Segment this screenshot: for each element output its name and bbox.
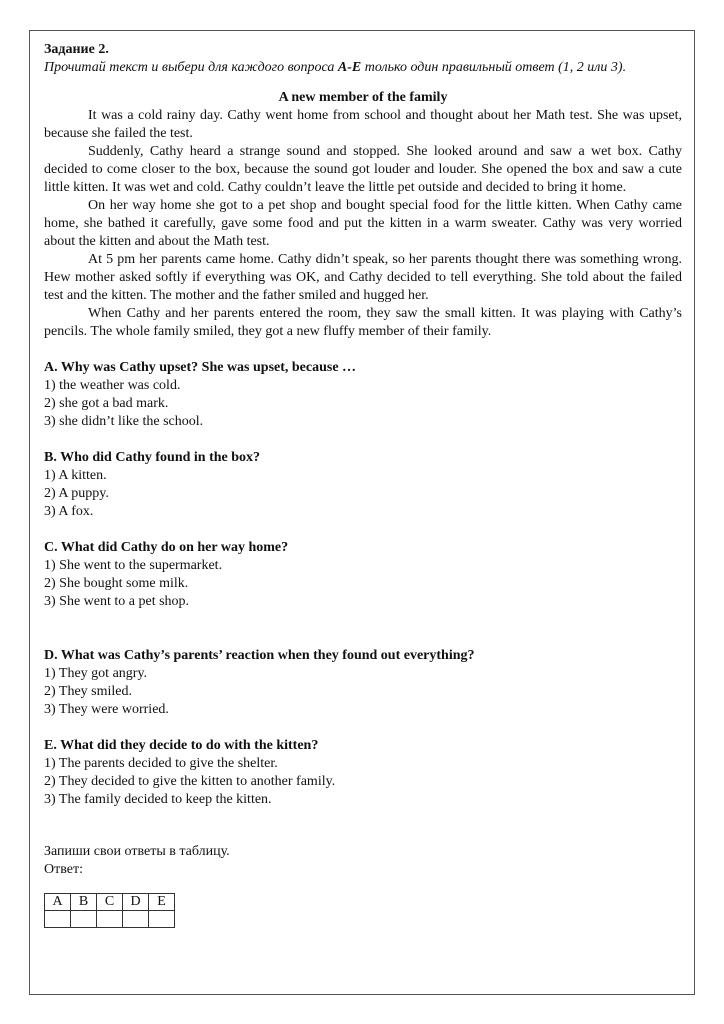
answer-option: 3) she didn’t like the school. xyxy=(44,414,204,429)
story-paragraph: When Cathy and her parents entered the room, they saw the small kitten. It was playing with Cathy’s pencils. The whole family smiled, they got a new fluffy member of their family. xyxy=(44,306,682,339)
story-paragraph: On her way home she got to a pet shop and bought special food for the little kitten. When Cathy came home, she bathed it carefully, gave some food and put the kitten in a warm sweater. Cathy was very worried about the kitten and about the Math test. xyxy=(44,198,682,249)
story-title: A new member of the family xyxy=(278,90,448,105)
answer-option: 3) A fox. xyxy=(44,504,94,519)
answer-col-d: D xyxy=(123,894,149,911)
story-paragraph: It was a cold rainy day. Cathy went home from school and thought about her Math test. She was upset, because she failed the test. xyxy=(44,108,682,141)
story-paragraph: At 5 pm her parents came home. Cathy didn’t speak, so her parents thought there was something wrong. Hew mother asked softly if everything was OK, and Cathy decided to tell everything. She told about the failed test and the kitten. The mother and the father smiled and hugged her. xyxy=(44,252,682,303)
answer-table xyxy=(44,893,175,928)
question-e xyxy=(44,737,682,809)
task-label: Задание 2. xyxy=(44,42,109,57)
answer-option: 1) the weather was cold. xyxy=(44,378,181,393)
question-d xyxy=(44,647,682,719)
answer-cell-e[interactable] xyxy=(149,911,175,928)
answer-cell-d[interactable] xyxy=(123,911,149,928)
answer-section xyxy=(44,843,682,928)
answer-option: 2) she got a bad mark. xyxy=(44,396,169,411)
answer-table-input-row xyxy=(45,911,175,928)
question-title: A. Why was Cathy upset? She was upset, because … xyxy=(44,360,357,375)
question-title: C. What did Cathy do on her way home? xyxy=(44,540,289,555)
answer-option: 2) She bought some milk. xyxy=(44,576,189,591)
answer-option: 3) The family decided to keep the kitten. xyxy=(44,792,272,807)
question-title: D. What was Cathy’s parents’ reaction when they found out everything? xyxy=(44,648,475,663)
answer-option: 1) The parents decided to give the shelter. xyxy=(44,756,278,771)
task-instruction: Прочитай текст и выбери для каждого вопроса A-E только один правильный ответ (1, 2 или 3). xyxy=(44,60,627,75)
story-paragraph: Suddenly, Cathy heard a strange sound and stopped. She looked around and saw a wet box. Cathy decided to come closer to the box, because the sound got louder and louder. She opened the box and saw a cute little kitten. It was wet and cold. Cathy couldn’t leave the little pet outside and decided to bring it home. xyxy=(44,144,682,195)
answer-option: 2) They smiled. xyxy=(44,684,133,699)
answer-instruction: Запиши свои ответы в таблицу. xyxy=(44,844,230,859)
answer-col-e: E xyxy=(149,894,175,911)
worksheet xyxy=(44,41,682,928)
answer-option: 1) They got angry. xyxy=(44,666,148,681)
answer-option: 3) She went to a pet shop. xyxy=(44,594,190,609)
question-c xyxy=(44,539,682,611)
question-title: B. Who did Cathy found in the box? xyxy=(44,450,261,465)
question-b xyxy=(44,449,682,521)
answer-cell-b[interactable] xyxy=(71,911,97,928)
answer-table-header xyxy=(45,894,175,911)
answer-col-c: C xyxy=(97,894,123,911)
answer-col-b: B xyxy=(71,894,97,911)
answer-option: 1) A kitten. xyxy=(44,468,107,483)
question-a xyxy=(44,359,682,431)
question-title: E. What did they decide to do with the kitten? xyxy=(44,738,319,753)
answer-option: 2) They decided to give the kitten to another family. xyxy=(44,774,336,789)
answer-option: 1) She went to the supermarket. xyxy=(44,558,223,573)
answer-cell-c[interactable] xyxy=(97,911,123,928)
answer-col-a: A xyxy=(45,894,71,911)
answer-cell-a[interactable] xyxy=(45,911,71,928)
answer-option: 2) A puppy. xyxy=(44,486,109,501)
answer-label: Ответ: xyxy=(44,862,83,877)
answer-option: 3) They were worried. xyxy=(44,702,169,717)
